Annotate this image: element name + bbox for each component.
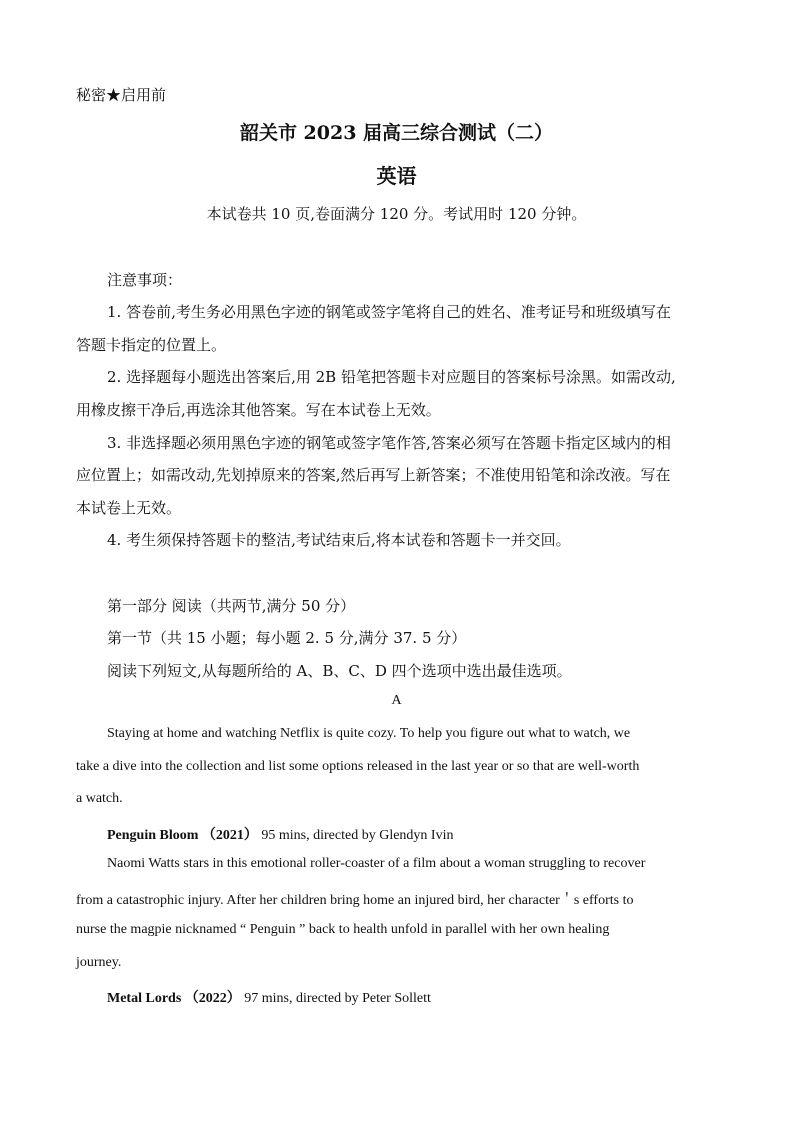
note-4-line-1: 4. 考生须保持答题卡的整洁,考试结束后,将本试卷和答题卡一并交回。 — [107, 531, 571, 549]
exam-info: 本试卷共 10 页,卷面满分 120 分。考试用时 120 分钟。 — [206, 205, 587, 223]
part1-heading: 第一部分 阅读（共两节,满分 50 分） — [107, 597, 356, 615]
intro-line-1: Staying at home and watching Netflix is quite cozy. To help you figure out what to watch, we — [107, 726, 631, 741]
film2-title: Metal Lords （2022） — [107, 991, 241, 1006]
film1-line-4: journey. — [76, 955, 122, 970]
film1-title: Penguin Bloom （2021） — [107, 828, 258, 843]
film2-heading — [107, 987, 431, 1007]
film1-details: 95 mins, directed by Glendyn Ivin — [261, 828, 454, 843]
note-2-line-2: 用橡皮擦干净后,再选涂其他答案。写在本试卷上无效。 — [76, 401, 441, 419]
note-3-line-2: 应位置上；如需改动,先划掉原来的答案,然后再写上新答案；不准使用铅笔和涂改液。写在 — [76, 466, 671, 484]
notes-heading: 注意事项： — [107, 271, 183, 289]
note-3-line-3: 本试卷上无效。 — [76, 499, 182, 517]
film1-line-3: nurse the magpie nicknamed “ Penguin ” back to health unfold in parallel with her own healing — [76, 922, 610, 937]
intro-line-2: take a dive into the collection and list some options released in the last year or so that are well-worth — [76, 759, 640, 774]
section1-heading: 第一节（共 15 小题；每小题 2. 5 分,满分 37. 5 分） — [107, 629, 467, 647]
exam-title: 韶关市 2023 届高三综合测试（二） — [239, 122, 554, 144]
film1-heading — [107, 824, 453, 844]
note-2-line-1: 2. 选择题每小题选出答案后,用 2B 铅笔把答题卡对应题目的答案标号涂黑。如需改动, — [107, 368, 676, 386]
subject-title: 英语 — [376, 164, 417, 188]
film1-line-2: from a catastrophic injury. After her children bring home an injured bird, her character＇s efforts to — [76, 893, 634, 908]
passage-label: A — [391, 693, 402, 708]
film1-line-1: Naomi Watts stars in this emotional roller-coaster of a film about a woman struggling to recover — [107, 856, 646, 871]
note-1-line-1: 1. 答卷前,考生务必用黑色字迹的钢笔或签字笔将自己的姓名、准考证号和班级填写在 — [107, 303, 671, 321]
reading-instruction: 阅读下列短文,从每题所给的 A、B、C、D 四个选项中选出最佳选项。 — [107, 662, 572, 680]
film2-details: 97 mins, directed by Peter Sollett — [244, 991, 431, 1006]
secret-label: 秘密★启用前 — [76, 86, 167, 104]
note-3-line-1: 3. 非选择题必须用黑色字迹的钢笔或签字笔作答,答案必须写在答题卡指定区域内的相 — [107, 434, 671, 452]
note-1-line-2: 答题卡指定的位置上。 — [76, 336, 227, 354]
intro-line-3: a watch. — [76, 791, 123, 806]
